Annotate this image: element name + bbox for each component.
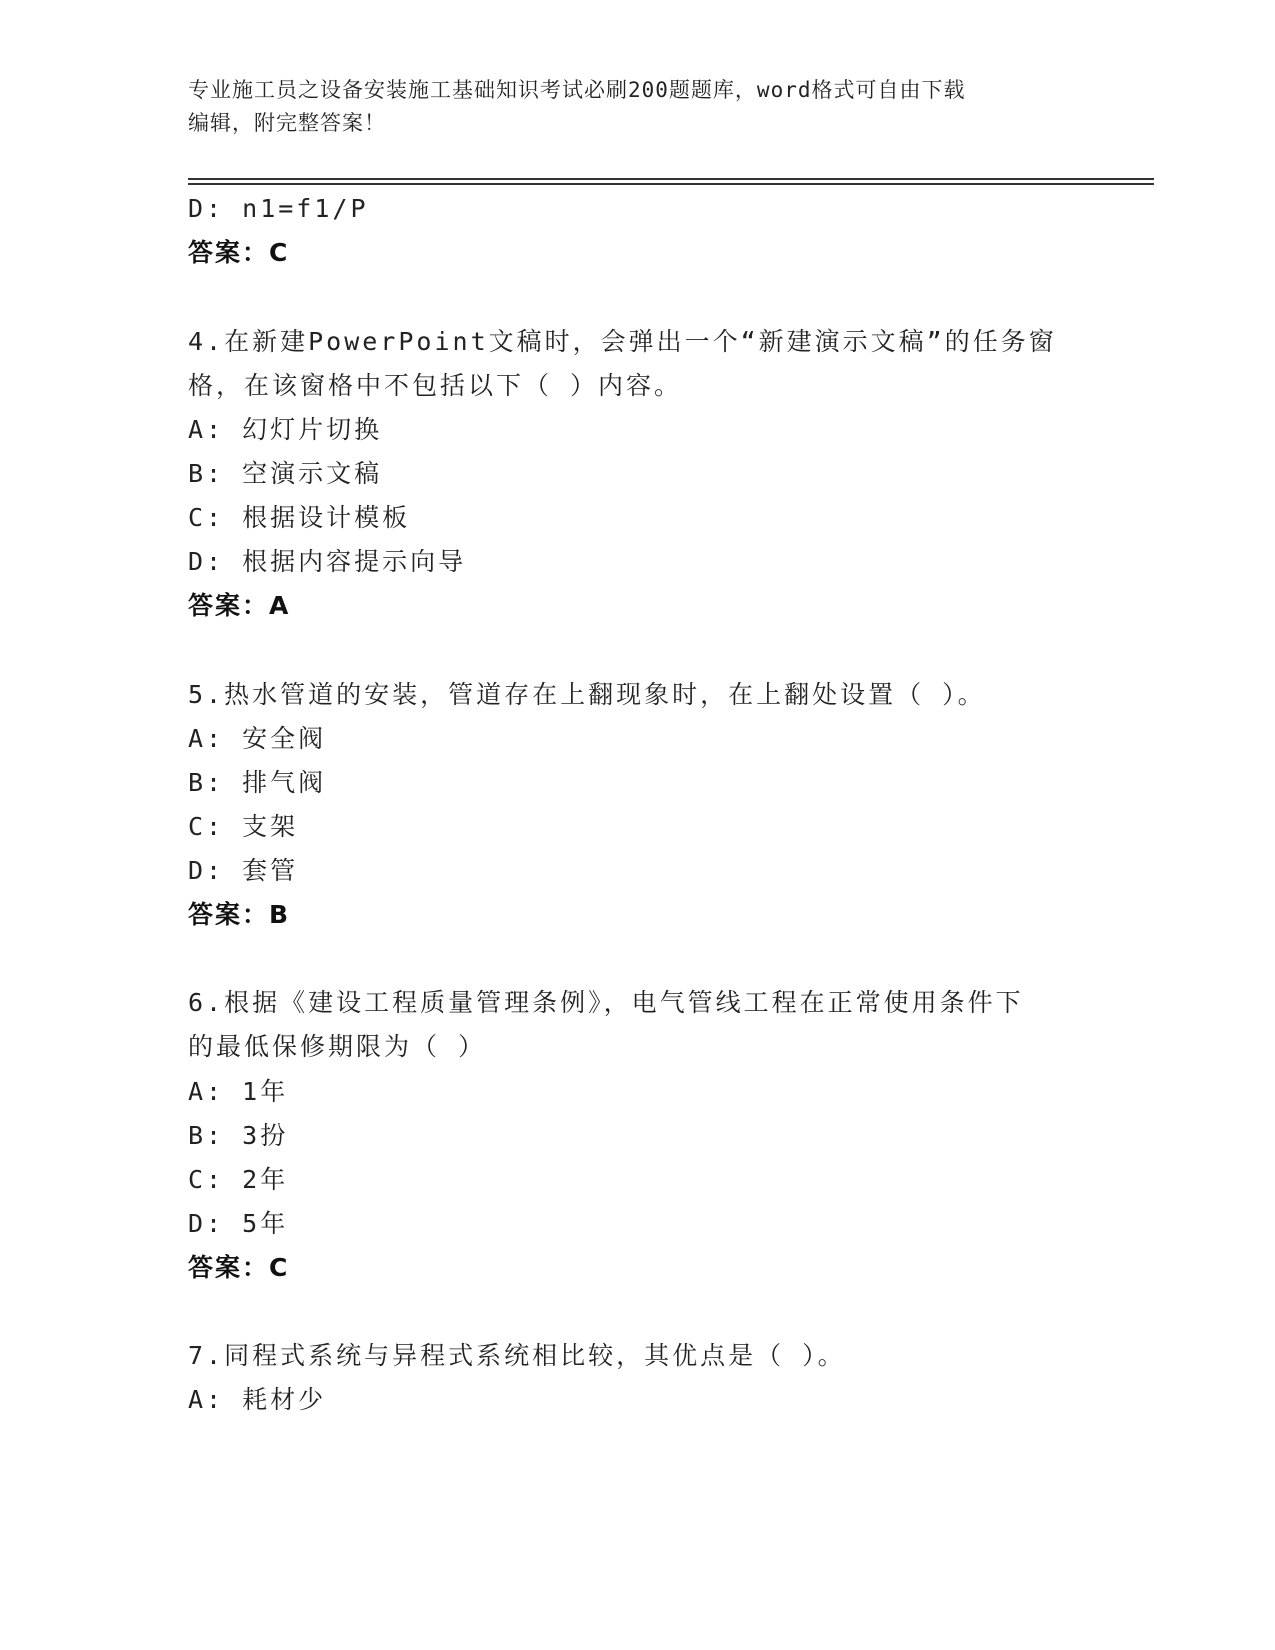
question-5-text-line-1: 5.热水管道的安装，管道存在上翻现象时，在上翻处设置（ ）。 (188, 680, 986, 709)
question-5-option-b: B: 排气阀 (188, 768, 327, 797)
header-divider-top (188, 178, 1154, 180)
header-title-line-1: 专业施工员之设备安装施工基础知识考试必刷200题题库，word格式可自由下载 (188, 78, 966, 102)
question-4-text-line-1: 4.在新建PowerPoint文稿时，会弹出一个“新建演示文稿”的任务窗 (188, 327, 1057, 356)
question-4-option-b: B: 空演示文稿 (188, 459, 383, 488)
question-4-option-d: D: 根据内容提示向导 (188, 547, 467, 576)
prev-answer: 答案：C (188, 238, 290, 267)
question-5-option-c: C: 支架 (188, 812, 299, 841)
question-6-option-d: D: 5年 (188, 1209, 289, 1238)
question-5-answer: 答案：B (188, 900, 291, 929)
question-6-option-a: A: 1年 (188, 1077, 289, 1106)
prev-option-d: D: n1=f1/P (188, 194, 369, 223)
document-header (188, 74, 1088, 140)
question-6-text-line-1: 6.根据《建设工程质量管理条例》，电气管线工程在正常使用条件下 (188, 988, 1024, 1017)
question-6-text-line-2: 的最低保修期限为（ ） (188, 1032, 487, 1061)
question-7-option-a: A: 耗材少 (188, 1385, 327, 1414)
question-6-option-c: C: 2年 (188, 1165, 289, 1194)
question-6-answer: 答案：C (188, 1253, 290, 1282)
question-6-option-b: B: 3扮 (188, 1121, 289, 1150)
question-4-option-c: C: 根据设计模板 (188, 503, 411, 532)
header-divider-bottom (188, 183, 1154, 185)
question-7-text-line-1: 7.同程式系统与异程式系统相比较，其优点是（ ）。 (188, 1341, 846, 1370)
question-4-answer: 答案：A (188, 591, 291, 620)
question-5-option-d: D: 套管 (188, 856, 299, 885)
question-5-option-a: A: 安全阀 (188, 724, 327, 753)
question-4-option-a: A: 幻灯片切换 (188, 415, 383, 444)
header-title-line-2: 编辑，附完整答案！ (188, 111, 386, 135)
question-4-text-line-2: 格，在该窗格中不包括以下（ ）内容。 (188, 371, 683, 400)
